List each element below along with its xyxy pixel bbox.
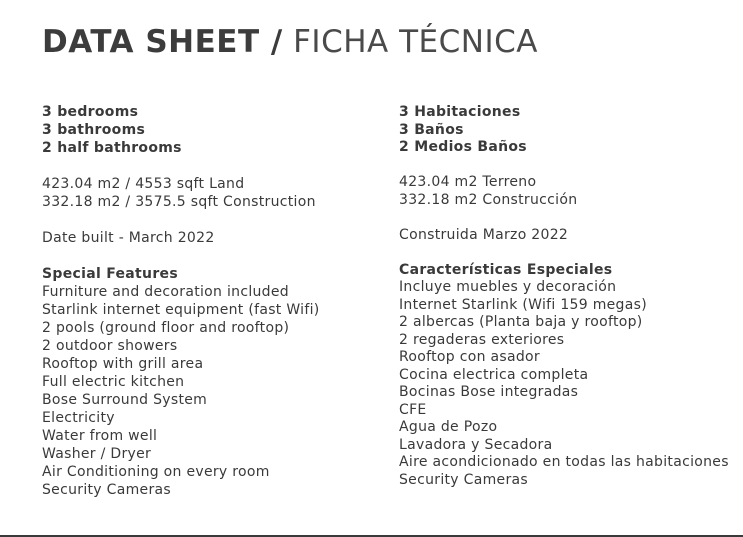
caracteristica-item: Cocina electrica completa [399, 366, 589, 383]
feature-item: Electricity [42, 410, 115, 426]
feature-item: 2 outdoor showers [42, 338, 178, 354]
feature-item: Washer / Dryer [42, 446, 152, 462]
caracteristica-item: Rooftop con asador [399, 349, 540, 365]
caracteristica-item: 2 regaderas exteriores [399, 331, 565, 348]
area-terreno: 423.04 m2 Terreno [399, 174, 537, 190]
rooms-banos: 3 Baños [399, 121, 464, 138]
page-title [42, 24, 538, 60]
feature-item: Water from well [42, 428, 158, 444]
feature-item: 2 pools (ground floor and rooftop) [42, 320, 290, 336]
rooms-habitaciones: 3 Habitaciones [399, 104, 521, 120]
spanish-column [399, 104, 739, 489]
caracteristica-item: 2 albercas (Planta baja y rooftop) [399, 314, 643, 330]
area-construction: 332.18 m2 / 3575.5 sqft Construction [42, 194, 316, 210]
area-construccion: 332.18 m2 Construcción [399, 191, 578, 208]
feature-item: Full electric kitchen [42, 374, 185, 390]
rooms-bathrooms: 3 bathrooms [42, 122, 146, 138]
caracteristica-item: CFE [399, 401, 427, 418]
caracteristica-item: Internet Starlink (Wifi 159 megas) [399, 296, 647, 313]
features-heading: Special Features [42, 266, 178, 282]
feature-item: Bose Surround System [42, 392, 208, 408]
rooms-half-bathrooms: 2 half bathrooms [42, 140, 182, 156]
caracteristica-item: Lavadora y Secadora [399, 436, 553, 453]
caracteristica-item: Agua de Pozo [399, 419, 498, 435]
feature-item: Furniture and decoration included [42, 284, 289, 300]
date-built: Date built - March 2022 [42, 230, 215, 246]
caracteristica-item: Bocinas Bose integradas [399, 384, 579, 400]
fecha-construida: Construida Marzo 2022 [399, 226, 569, 243]
english-column [42, 103, 372, 499]
caracteristica-item: Security Cameras [399, 471, 528, 488]
caracteristicas-heading: Características Especiales [399, 261, 613, 278]
spacer [399, 244, 739, 262]
spacer [42, 157, 372, 175]
page-title-english: DATA SHEET / [42, 24, 283, 60]
spacer [399, 209, 739, 227]
caracteristica-item: Incluye muebles y decoración [399, 279, 617, 295]
rooms-medios-banos: 2 Medios Baños [399, 139, 527, 155]
spacer [399, 157, 739, 175]
feature-item: Rooftop with grill area [42, 356, 204, 372]
area-land: 423.04 m2 / 4553 sqft Land [42, 176, 245, 192]
feature-item: Starlink internet equipment (fast Wifi) [42, 302, 320, 318]
feature-item: Air Conditioning on every room [42, 464, 270, 480]
page-title-spanish: FICHA TÉCNICA [293, 24, 538, 60]
spacer [42, 211, 372, 229]
caracteristica-item: Aire acondicionado en todas las habitaciones [399, 454, 729, 470]
feature-item: Security Cameras [42, 482, 171, 498]
rooms-bedrooms: 3 bedrooms [42, 104, 139, 120]
spacer [42, 247, 372, 265]
